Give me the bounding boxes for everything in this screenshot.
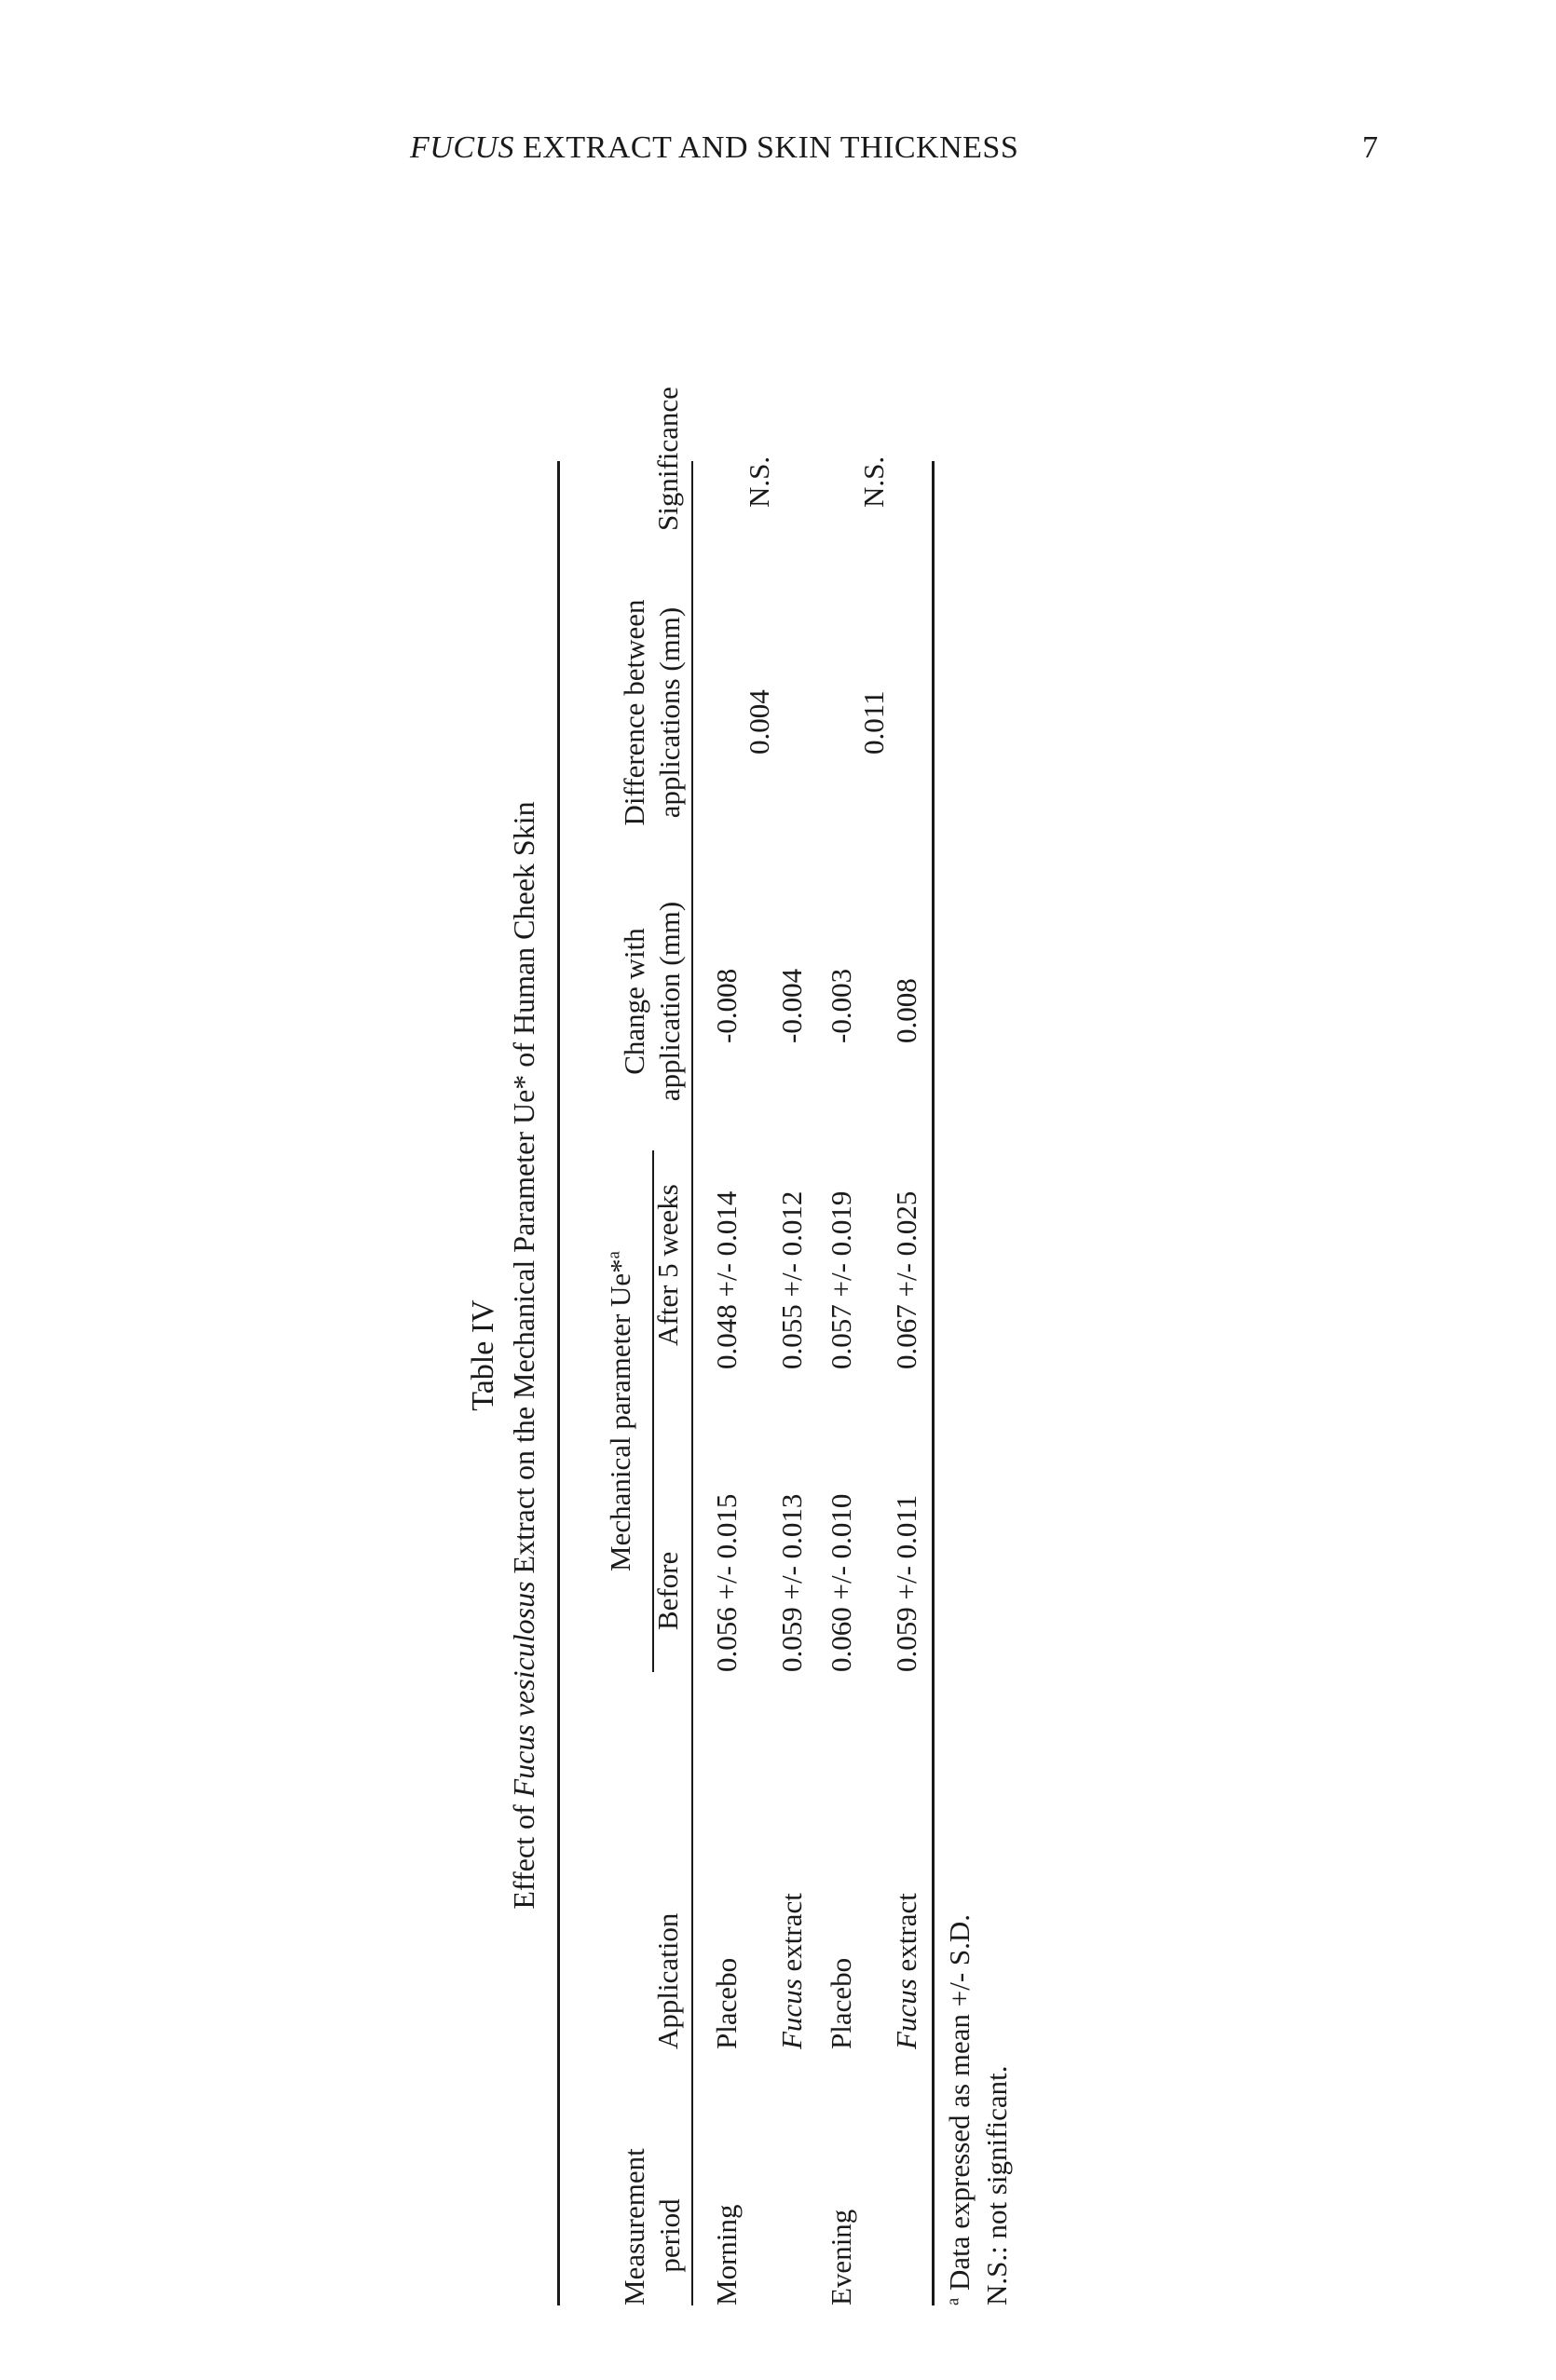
cell-application-text: extract [775,1893,808,1979]
header-change-line2: application (mm) [653,901,686,1102]
cell-significance: N.S. [857,456,890,508]
cell-after: 0.048 +/- 0.014 [710,1190,743,1369]
footnote-a-marker: a [943,2297,963,2305]
cell-application [710,1958,744,2049]
footnote-a [943,1914,976,2305]
caption-species: Fucus vesiculosus [507,1581,540,1798]
cell-period: Morning [710,2204,743,2305]
cell-difference: 0.004 [743,689,775,755]
running-head [410,130,1109,166]
header-application: Application [651,1912,684,2049]
cell-application-italic: Fucus [775,1979,808,2049]
table-top-rule [557,461,560,2305]
cell-application-text: extract [890,1893,922,1979]
spanning-header [604,1150,637,1672]
header-bottom-rule [691,461,693,2305]
spanning-header-text: Mechanical parameter Ue* [604,1258,636,1571]
cell-after: 0.057 +/- 0.019 [825,1190,857,1369]
cell-before: 0.059 +/- 0.013 [775,1493,808,1672]
caption-pre: Effect of [507,1797,540,1910]
cell-before: 0.056 +/- 0.015 [710,1493,743,1672]
header-difference-line1: Difference between [618,599,650,826]
header-period-line1: Measurement [618,2148,650,2305]
header-difference [617,596,688,829]
cell-application-text: Placebo [825,1957,857,2049]
table-caption [507,331,541,2380]
cell-significance: N.S. [743,456,775,508]
caption-post: Extract on the Mechanical Parameter Ue* of Human Cheek Skin [507,801,540,1582]
header-period-line2: period [653,2198,686,2273]
cell-change: -0.008 [710,968,743,1043]
cell-application [890,1893,923,2049]
header-after: After 5 weeks [651,1184,684,1346]
cell-before: 0.060 +/- 0.010 [825,1493,857,1672]
cell-application-italic: Fucus [890,1979,922,2049]
header-period [617,2148,688,2305]
running-head-italic: FUCUS [410,130,515,165]
cell-difference: 0.011 [857,690,890,755]
rotated-table-block [466,331,1509,2380]
spanning-header-sup: a [604,1251,624,1259]
cell-after: 0.055 +/- 0.012 [775,1190,808,1369]
cell-change: -0.003 [825,968,857,1043]
running-head-text: EXTRACT AND SKIN THICKNESS [514,130,1019,165]
table-bottom-rule [932,461,935,2305]
cell-before: 0.059 +/- 0.011 [890,1494,922,1672]
header-significance: Significance [651,387,684,531]
cell-application [775,1893,809,2049]
cell-change: 0.008 [890,978,922,1043]
page-number: 7 [1362,130,1378,165]
cell-application-text: Placebo [710,1957,743,2049]
footnote-a-text: Data expressed as mean +/- S.D. [943,1913,976,2298]
header-change [617,894,688,1108]
header-before: Before [651,1551,684,1630]
header-difference-line2: applications (mm) [653,606,686,819]
cell-after: 0.067 +/- 0.025 [890,1190,922,1369]
footnote-ns: N.S.: not significant. [980,2065,1013,2305]
table-label: Table IV [466,1299,500,1411]
header-change-line1: Change with [618,928,650,1075]
cell-change: -0.004 [775,968,808,1043]
cell-application [825,1958,858,2049]
cell-period: Evening [825,2209,857,2305]
